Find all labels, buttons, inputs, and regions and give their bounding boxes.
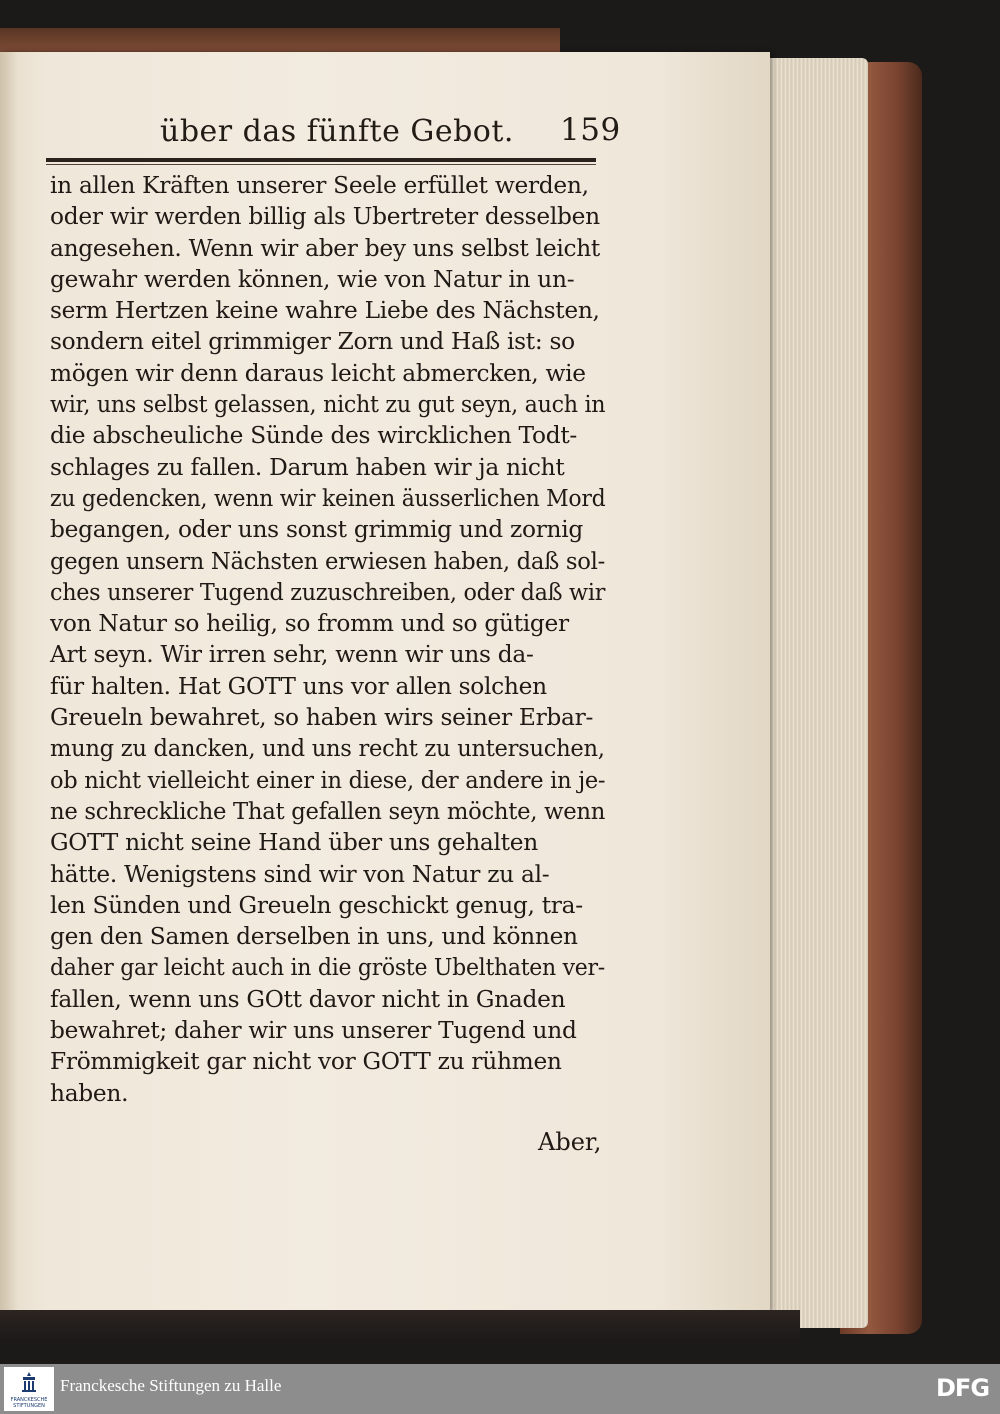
text-line: gegen unsern Nächsten erwiesen haben, daß sol-: [50, 546, 605, 575]
dfg-logo[interactable]: DFG: [936, 1374, 990, 1402]
text-line: die abscheuliche Sünde des wircklichen Todt-: [50, 421, 577, 450]
text-line: für halten. Hat GOTT uns vor allen solchen: [50, 671, 547, 700]
institution-name[interactable]: Franckesche Stiftungen zu Halle: [60, 1376, 282, 1395]
book-bottom-edge: [0, 1310, 800, 1340]
text-line: Art seyn. Wir irren sehr, wenn wir uns da-: [50, 640, 534, 669]
franckesche-stiftungen-logo-icon: [19, 1371, 39, 1393]
text-line: serm Hertzen keine wahre Liebe des Nächsten,: [50, 296, 600, 325]
text-line: Frömmigkeit gar nicht vor GOTT zu rühmen: [50, 1047, 562, 1076]
logo-caption: FRANCKESCHE STIFTUNGEN: [10, 1397, 48, 1409]
text-line: GOTT nicht seine Hand über uns gehalten: [50, 828, 538, 857]
running-head-title: über das fünfte Gebot.: [160, 114, 514, 149]
text-line: angesehen. Wenn wir aber bey uns selbst leicht: [50, 233, 600, 262]
text-line: Greueln bewahret, so haben wirs seiner Erbar-: [50, 703, 594, 732]
text-line: gen den Samen derselben in uns, und können: [50, 922, 578, 951]
text-line: fallen, wenn uns GOtt davor nicht in Gnaden: [50, 984, 566, 1013]
text-line: in allen Kräften unserer Seele erfüllet werden,: [50, 171, 589, 199]
text-line: len Sünden und Greueln geschickt genug, tra-: [50, 890, 583, 919]
header-rule-thin: [46, 164, 596, 165]
text-line: haben.: [50, 1078, 129, 1107]
text-line: bewahret; daher wir uns unserer Tugend und: [50, 1016, 577, 1045]
text-line: ches unserer Tugend zuzuschreiben, oder daß wir: [50, 577, 606, 606]
text-line: oder wir werden billig als Ubertreter desselben: [50, 202, 600, 231]
text-line: mögen wir denn daraus leicht abmercken, wie: [50, 358, 586, 387]
text-line: ne schreckliche That gefallen seyn möchte, wenn: [50, 796, 606, 825]
text-line: daher gar leicht auch in die gröste Ubelthaten ver-: [50, 953, 605, 982]
text-line: ob nicht vielleicht einer in diese, der andere in je-: [50, 765, 606, 794]
header-rule: [46, 158, 596, 162]
running-head: [150, 110, 621, 154]
text-line: zu gedencken, wenn wir keinen äusserlichen Mord: [50, 483, 606, 512]
page-number: 159: [560, 112, 621, 148]
text-line: hätte. Wenigstens sind wir von Natur zu al-: [50, 859, 550, 888]
institution-logo[interactable]: [4, 1367, 54, 1411]
text-line: begangen, oder uns sonst grimmig und zornig: [50, 515, 584, 544]
text-line: mung zu dancken, und uns recht zu untersuchen,: [50, 734, 605, 763]
text-line: sondern eitel grimmiger Zorn und Haß ist: so: [50, 327, 575, 356]
text-line: gewahr werden können, wie von Natur in un-: [50, 264, 575, 293]
text-line: von Natur so heilig, so fromm und so gütiger: [50, 609, 569, 638]
catchword: Aber,: [538, 1128, 602, 1156]
body-text: [50, 170, 610, 1109]
viewer-footer: [0, 1364, 1000, 1414]
text-line: schlages zu fallen. Darum haben wir ja nicht: [50, 452, 565, 481]
text-line: wir, uns selbst gelassen, nicht zu gut seyn, auch in: [50, 390, 606, 419]
page-gutter-shadow: [0, 52, 18, 1314]
